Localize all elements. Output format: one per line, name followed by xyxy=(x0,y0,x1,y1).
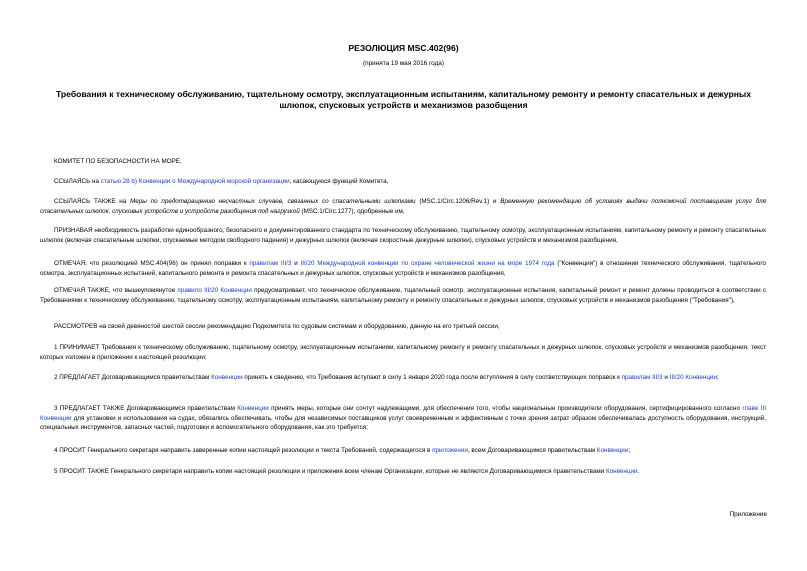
regulation-iii20-link[interactable]: правило III/20 Конвенции xyxy=(177,287,252,294)
paragraph-noting xyxy=(40,259,766,278)
paragraph-text: КОМИТЕТ ПО БЕЗОПАСНОСТИ НА МОРЕ, xyxy=(54,158,182,165)
regulation-iii20-link[interactable]: III/20 Конвенции xyxy=(669,374,717,381)
regulation-iii3-link[interactable]: правилам III/3 xyxy=(249,260,292,267)
convention-link[interactable]: Конвенции xyxy=(211,374,243,381)
adoption-date: (принята 19 мая 2016 года) xyxy=(363,60,444,67)
paragraph-text: 2 ПРЕДЛАГАЕТ Договаривающимся правительствам xyxy=(54,374,212,381)
paragraph-3-invites-also xyxy=(40,404,766,433)
paragraph-text: для установки и использования на судах, обязались обеспечивать, чтобы для независимых поставщиков услуг своевременным и эффективным с точки зрения затрат образом обеспечивалась доступность оборудования, инструкций, специальных инструментов, запасных частей, подготовки и вспомогательного оборудования, как это требуется; xyxy=(40,414,766,432)
convention-article-link[interactable]: статью 28 b) Конвенции о Международной морской организации xyxy=(100,178,290,185)
paragraph-4-requests xyxy=(40,446,766,456)
paragraph-italic: Меры по предотвращению несчастных случаев, связанных со спасательными шлюпками xyxy=(130,198,416,205)
paragraph-text: . xyxy=(637,468,640,475)
paragraph-text: ССЫЛАЯСЬ на xyxy=(54,178,101,185)
paragraph-text: (MSC.1/Circ.1277), одобренные им, xyxy=(299,207,405,215)
paragraph-text: ОТМЕЧАЯ ТАКЖЕ, что вышеупомянутое xyxy=(54,287,178,294)
paragraph-referring xyxy=(40,177,766,187)
paragraph-text: 1 ПРИНИМАЕТ Требования к техническому обслуживанию, тщательному осмотру, эксплуатационным испытаниям, капитальному ремонту и ремонту спасательных и дежурных шлюпок, спусковых устройств и механизмов разобщения, текст которых изложен в приложении к настоящей резолюции; xyxy=(40,344,766,361)
paragraph-text: , всем Договаривающимся правительствам xyxy=(467,447,597,454)
paragraph-text: ССЫЛАЯСЬ ТАКЖЕ на xyxy=(54,198,131,205)
paragraph-text: принять к сведению, что Требования вступают в силу 1 января 2020 года после вступления в силу соответствующих поправок к xyxy=(242,374,622,381)
paragraph-text: (MSC.1/Circ.1206/Rev.1) и xyxy=(415,198,501,205)
convention-link[interactable]: Конвенции xyxy=(237,405,269,412)
resolution-title: РЕЗОЛЮЦИЯ MSC.402(96) xyxy=(348,43,459,53)
paragraph-noting-also xyxy=(40,286,766,305)
chapter-iii-link[interactable]: главе III Конвенции xyxy=(40,405,767,422)
paragraph-italic: Временную рекомендацию об условиях выдачи полномочий поставщикам услуг для спасательных шлюпок, спусковых устройств и устройств разобщения под нагрузкой xyxy=(40,198,766,215)
convention-link[interactable]: Конвенции xyxy=(596,447,629,454)
paragraph-having-considered xyxy=(40,322,766,332)
paragraph-text: 3 ПРЕДЛАГАЕТ ТАКЖЕ Договаривающимся правительствам xyxy=(54,405,238,412)
paragraph-text: ПРИЗНАВАЯ необходимость разработки единообразного, безопасного и документированного стандарта по техническому обслуживанию, тщательному осмотру, эксплуатационным испытаниям, капитальному ремонту и ремонту спасательных шлюпок (включая спасательные шлюпки, спускаемые методом свободного падения) и дежурных шлюпок (включая скоростные дежурные шлюпки), спусковых устройств и механизмов разобщения, xyxy=(40,227,766,244)
paragraph-text: ; xyxy=(628,447,631,454)
paragraph-1-adopts xyxy=(40,343,766,362)
paragraph-text: принять меры, которые они сочтут надлежащими, для обеспечения того, чтобы национальные производители оборудования, сертифицированного согласно xyxy=(268,405,743,412)
paragraph-2-invites xyxy=(40,373,766,383)
paragraph-text: ОТМЕЧАЯ, что резолюцией MSC.404(96) он принял поправки к xyxy=(54,260,250,267)
paragraph-text: ; xyxy=(716,374,719,381)
paragraph-text: 5 ПРОСИТ ТАКЖЕ Генерального секретаря направить копии настоящей резолюции и приложения всем членам Организации, которые не являются Договаривающимися правительствами xyxy=(54,468,606,475)
paragraph-text: 4 ПРОСИТ Генерального секретаря направить заверенные копии настоящей резолюции и текста Требований, содержащегося в xyxy=(54,447,433,454)
solas-convention-link[interactable]: III/20 Международной конвенции по охране человеческой жизни на море 1974 года xyxy=(300,260,555,267)
paragraph-text: ("Конвенция") в отношении технического обслуживания, тщательного осмотра, эксплуатационных испытаний, капитального ремонта и ремонта спасательных и дежурных шлюпок, спусковых устройств и механизмов разобщения, xyxy=(40,260,766,277)
paragraph-recognizing xyxy=(40,226,766,245)
paragraph-text: , касающуюся функций Комитета, xyxy=(289,178,389,185)
resolution-subtitle: Требования к техническому обслуживанию, тщательному осмотру, эксплуатационным испытаниям, капитальному ремонту и ремонту спасательных и дежурных шлюпок, спусковых устройств и механизмов разобщения xyxy=(55,89,752,110)
paragraph-committee xyxy=(40,157,766,167)
appendix-label: Приложение xyxy=(729,511,767,518)
paragraph-text: и xyxy=(662,374,670,381)
annex-link[interactable]: приложении xyxy=(432,447,468,454)
paragraph-text: РАССМОТРЕВ на своей девяностой шестой сессии рекомендацию Подкомитета по судовым системам и оборудованию, данную на его третьей сессии, xyxy=(54,323,500,330)
convention-link[interactable]: Конвенции xyxy=(606,468,638,475)
regulation-iii3-link[interactable]: правилам III/3 xyxy=(621,374,663,381)
paragraph-text: предусматривает, что техническое обслуживание, тщательный осмотр, эксплуатационные испытания, капитальный ремонт и ремонт должны проводиться в соответствии с Требованиями к техническому обслуживанию, тщательному осмотру, эксплуатационным испытаниям, капитальному ремонту и ремонту спасательных и дежурных шлюпок, спусковых устройств и механизмов разобщения ("Требования"), xyxy=(40,287,766,304)
paragraph-text: и xyxy=(291,260,301,267)
paragraph-5-requests-also xyxy=(40,467,766,477)
paragraph-referring-also xyxy=(40,197,766,216)
